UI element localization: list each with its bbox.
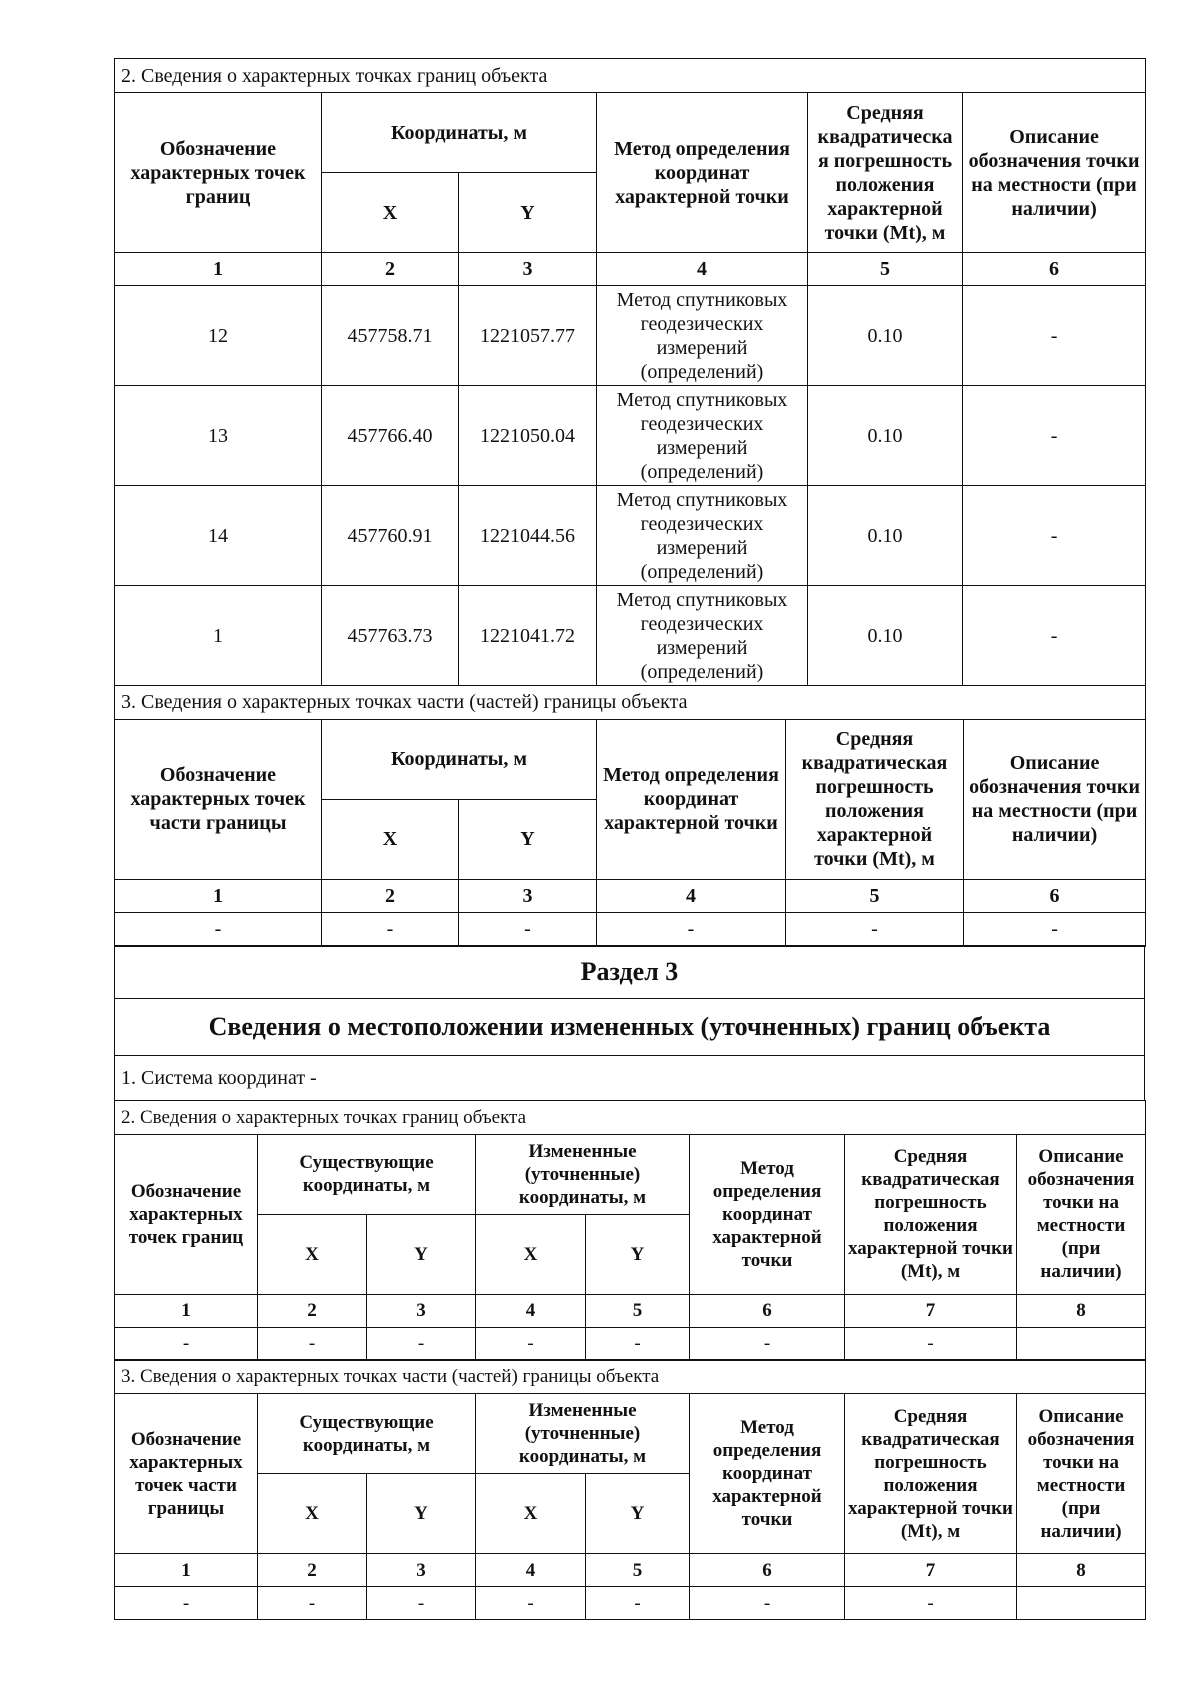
header-error: Средняя квадратическа я погрешность положения характерной точки (Mt), м bbox=[808, 93, 963, 253]
header-point: Обозначение характерных точек части границы bbox=[115, 1394, 258, 1554]
section-heading: 3. Сведения о характерных точках части (частей) границы объекта bbox=[115, 685, 1146, 719]
table-row bbox=[115, 1587, 1146, 1620]
header-error: Средняя квадратическая погрешность положения характерной точки (Mt), м bbox=[845, 1134, 1017, 1294]
cell-empty: - bbox=[476, 1327, 586, 1360]
cell-method: Метод спутниковых геодезических измерений (определений) bbox=[597, 586, 808, 686]
cell-empty: - bbox=[964, 912, 1146, 946]
col-number: 5 bbox=[808, 253, 963, 286]
changed-boundary-points-table bbox=[114, 1100, 1146, 1361]
header-desc: Описание обозначения точки на местности (при наличии) bbox=[963, 93, 1146, 253]
cell-desc: - bbox=[963, 486, 1146, 586]
document-page bbox=[114, 58, 1145, 1620]
header-changed: Измененные (уточненные) координаты, м bbox=[476, 1394, 690, 1474]
header-method: Метод определения координат характерной точки bbox=[690, 1394, 845, 1554]
cell-error: 0.10 bbox=[808, 586, 963, 686]
header-method: Метод определения координат характерной точки bbox=[690, 1134, 845, 1294]
col-number: 2 bbox=[258, 1294, 367, 1327]
cell-empty: - bbox=[258, 1587, 367, 1620]
col-number: 2 bbox=[322, 879, 459, 912]
boundary-points-table bbox=[114, 58, 1146, 686]
col-number: 2 bbox=[258, 1554, 367, 1587]
col-number: 3 bbox=[367, 1294, 476, 1327]
cell-error: 0.10 bbox=[808, 486, 963, 586]
col-number: 4 bbox=[597, 253, 808, 286]
header-x: X bbox=[476, 1474, 586, 1554]
cell-empty: - bbox=[115, 912, 322, 946]
cell-method: Метод спутниковых геодезических измерений (определений) bbox=[597, 286, 808, 386]
cell-empty: - bbox=[258, 1327, 367, 1360]
section-heading: 3. Сведения о характерных точках части (частей) границы объекта bbox=[115, 1360, 1146, 1394]
section-heading: 2. Сведения о характерных точках границ объекта bbox=[115, 1100, 1146, 1134]
col-number: 4 bbox=[476, 1294, 586, 1327]
cell-empty: - bbox=[597, 912, 786, 946]
cell-y: 1221050.04 bbox=[459, 386, 597, 486]
header-desc: Описание обозначения точки на местности (при наличии) bbox=[1017, 1134, 1146, 1294]
cell-point: 14 bbox=[115, 486, 322, 586]
table-row bbox=[115, 1327, 1146, 1360]
col-number: 1 bbox=[115, 253, 322, 286]
cell-empty: - bbox=[476, 1587, 586, 1620]
razdel-3-header bbox=[114, 945, 1145, 1101]
table-row bbox=[115, 912, 1146, 946]
header-coords: Координаты, м bbox=[322, 719, 597, 799]
header-desc: Описание обозначения точки на местности (при наличии) bbox=[964, 719, 1146, 879]
cell-y: 1221044.56 bbox=[459, 486, 597, 586]
header-error: Средняя квадратическая погрешность положения характерной точки (Mt), м bbox=[845, 1394, 1017, 1554]
cell-empty: - bbox=[845, 1587, 1017, 1620]
header-error: Средняя квадратическая погрешность положения характерной точки (Mt), м bbox=[786, 719, 964, 879]
col-number: 6 bbox=[690, 1294, 845, 1327]
cell-empty: - bbox=[115, 1327, 258, 1360]
col-number: 3 bbox=[459, 253, 597, 286]
header-method: Метод определения координат характерной точки bbox=[597, 93, 808, 253]
header-x: X bbox=[258, 1474, 367, 1554]
part-boundary-points-table bbox=[114, 685, 1146, 947]
cell-x: 457766.40 bbox=[322, 386, 459, 486]
col-number: 5 bbox=[586, 1554, 690, 1587]
cell-error: 0.10 bbox=[808, 286, 963, 386]
header-point: Обозначение характерных точек границ bbox=[115, 1134, 258, 1294]
col-number: 3 bbox=[459, 879, 597, 912]
header-y: Y bbox=[586, 1474, 690, 1554]
cell-error: 0.10 bbox=[808, 386, 963, 486]
cell-point: 12 bbox=[115, 286, 322, 386]
cell-point: 13 bbox=[115, 386, 322, 486]
col-number: 8 bbox=[1017, 1294, 1146, 1327]
header-y: Y bbox=[459, 799, 597, 879]
header-x: X bbox=[322, 173, 459, 253]
col-number: 1 bbox=[115, 1294, 258, 1327]
header-changed: Измененные (уточненные) координаты, м bbox=[476, 1134, 690, 1214]
header-y: Y bbox=[367, 1214, 476, 1294]
section-heading: 2. Сведения о характерных точках границ объекта bbox=[115, 59, 1146, 93]
header-y: Y bbox=[586, 1214, 690, 1294]
col-number: 1 bbox=[115, 1554, 258, 1587]
col-number: 6 bbox=[963, 253, 1146, 286]
table-row bbox=[115, 486, 1146, 586]
col-number: 2 bbox=[322, 253, 459, 286]
col-number: 1 bbox=[115, 879, 322, 912]
cell-y: 1221057.77 bbox=[459, 286, 597, 386]
razdel-title: Раздел 3 bbox=[115, 946, 1145, 999]
cell-method: Метод спутниковых геодезических измерений (определений) bbox=[597, 386, 808, 486]
cell-empty: - bbox=[586, 1587, 690, 1620]
cell-empty: - bbox=[690, 1327, 845, 1360]
header-method: Метод определения координат характерной точки bbox=[597, 719, 786, 879]
changed-part-boundary-points-table bbox=[114, 1359, 1146, 1620]
header-existing: Существующие координаты, м bbox=[258, 1394, 476, 1474]
cell-empty: - bbox=[690, 1587, 845, 1620]
header-x: X bbox=[258, 1214, 367, 1294]
header-desc: Описание обозначения точки на местности (при наличии) bbox=[1017, 1394, 1146, 1554]
cell-empty: - bbox=[586, 1327, 690, 1360]
cell-x: 457760.91 bbox=[322, 486, 459, 586]
header-coords: Координаты, м bbox=[322, 93, 597, 173]
cell-empty bbox=[1017, 1327, 1146, 1360]
col-number: 7 bbox=[845, 1294, 1017, 1327]
cell-x: 457758.71 bbox=[322, 286, 459, 386]
table-row bbox=[115, 586, 1146, 686]
header-x: X bbox=[322, 799, 459, 879]
header-point: Обозначение характерных точек границ bbox=[115, 93, 322, 253]
cell-point: 1 bbox=[115, 586, 322, 686]
cell-empty: - bbox=[115, 1587, 258, 1620]
col-number: 4 bbox=[476, 1554, 586, 1587]
cell-empty: - bbox=[786, 912, 964, 946]
table-row bbox=[115, 286, 1146, 386]
cell-desc: - bbox=[963, 586, 1146, 686]
header-y: Y bbox=[459, 173, 597, 253]
col-number: 8 bbox=[1017, 1554, 1146, 1587]
cell-empty bbox=[1017, 1587, 1146, 1620]
col-number: 3 bbox=[367, 1554, 476, 1587]
header-point: Обозначение характерных точек части границы bbox=[115, 719, 322, 879]
header-existing: Существующие координаты, м bbox=[258, 1134, 476, 1214]
cell-desc: - bbox=[963, 386, 1146, 486]
header-y: Y bbox=[367, 1474, 476, 1554]
col-number: 5 bbox=[786, 879, 964, 912]
cell-method: Метод спутниковых геодезических измерений (определений) bbox=[597, 486, 808, 586]
cell-empty: - bbox=[459, 912, 597, 946]
col-number: 7 bbox=[845, 1554, 1017, 1587]
cell-empty: - bbox=[845, 1327, 1017, 1360]
col-number: 5 bbox=[586, 1294, 690, 1327]
cell-empty: - bbox=[322, 912, 459, 946]
cell-x: 457763.73 bbox=[322, 586, 459, 686]
cell-empty: - bbox=[367, 1587, 476, 1620]
col-number: 6 bbox=[690, 1554, 845, 1587]
razdel-subtitle: Сведения о местоположении измененных (уточненных) границ объекта bbox=[115, 999, 1145, 1056]
coordinate-system: 1. Система координат - bbox=[115, 1056, 1145, 1101]
col-number: 6 bbox=[964, 879, 1146, 912]
table-row bbox=[115, 386, 1146, 486]
col-number: 4 bbox=[597, 879, 786, 912]
header-x: X bbox=[476, 1214, 586, 1294]
cell-empty: - bbox=[367, 1327, 476, 1360]
cell-desc: - bbox=[963, 286, 1146, 386]
cell-y: 1221041.72 bbox=[459, 586, 597, 686]
